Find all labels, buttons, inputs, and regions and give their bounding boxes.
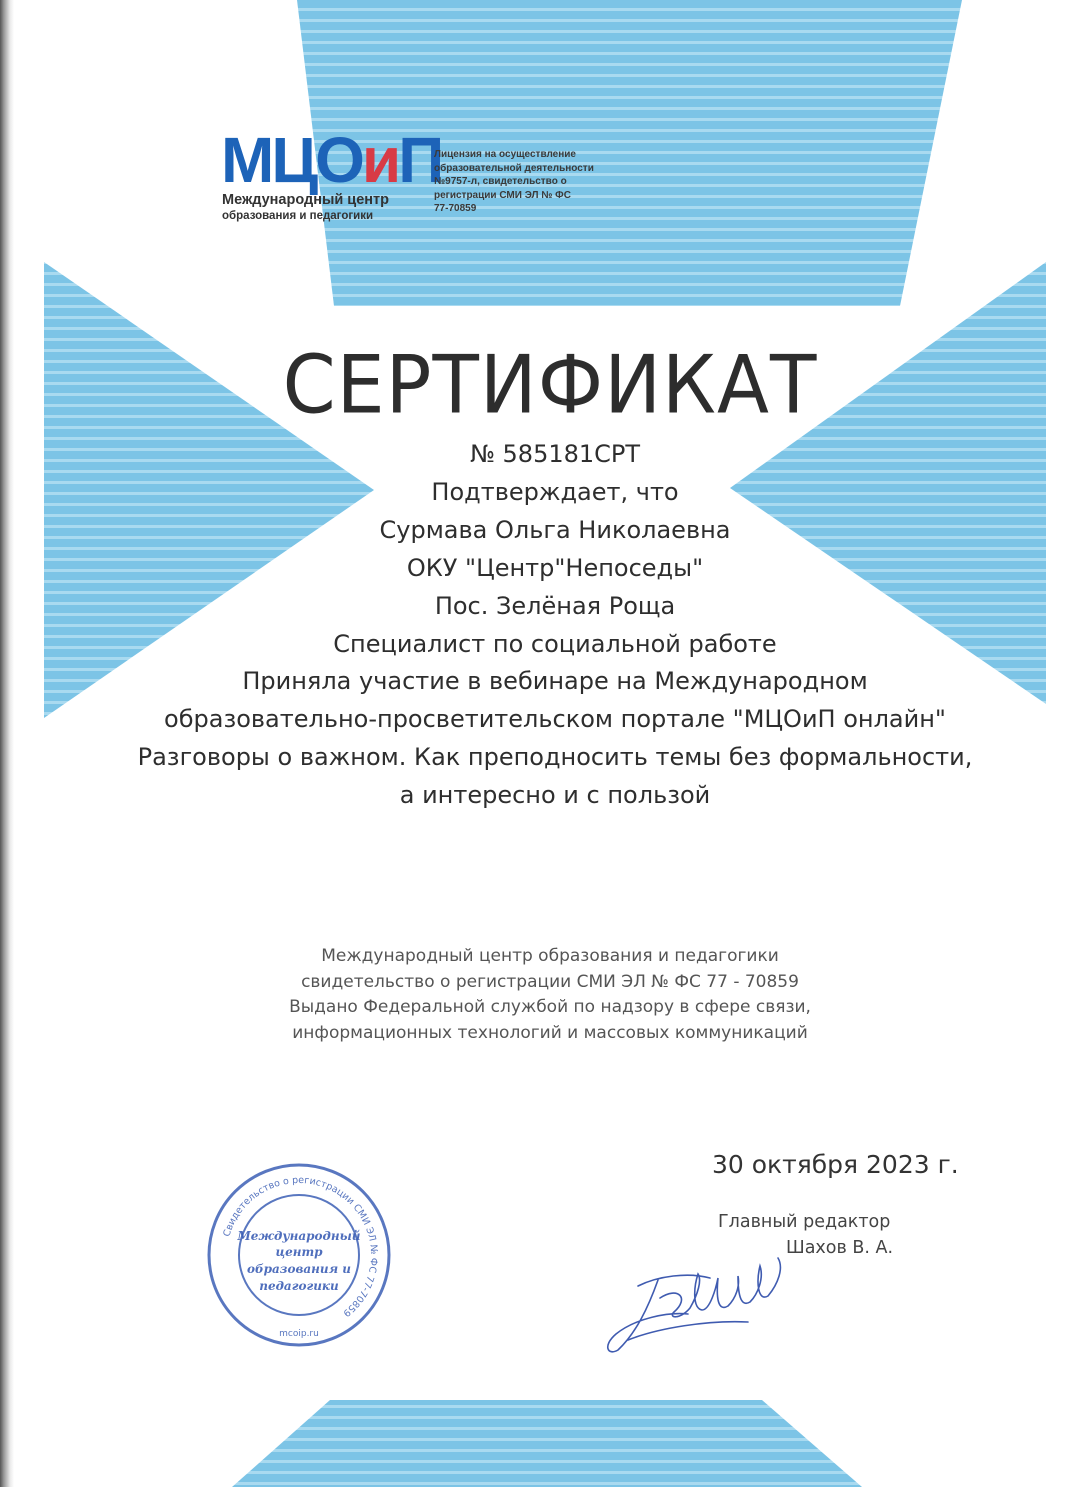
license-line: Лицензия на осуществление — [434, 149, 576, 160]
webinar-topic-line: а интересно и с пользой — [399, 781, 711, 810]
registration-line: свидетельство о регистрации СМИ ЭЛ № ФС 77 - 70859 — [301, 971, 799, 992]
editor-name: Шахов В. А. — [786, 1238, 894, 1258]
logo-subtitle-line1: Международный центр — [222, 192, 390, 208]
logo-wordmark — [221, 124, 442, 196]
locality: Пос. Зелёная Роща — [434, 591, 676, 620]
certificate-body — [30, 436, 1080, 815]
participation-line: Приняла участие в вебинаре на Международном — [242, 667, 868, 696]
stamp-center-line: центр — [275, 1245, 323, 1259]
stamp-center-line: образования и — [246, 1262, 352, 1276]
recipient-position: Специалист по социальной работе — [333, 629, 777, 658]
license-info — [434, 148, 634, 216]
participation-line: образовательно-просветительском портале "МЦОиП онлайн" — [164, 705, 946, 734]
certificate-number: № 585181СРТ — [469, 440, 641, 468]
logo-wordmark-part2: и — [361, 124, 399, 196]
stamp-center-line: Международный — [237, 1229, 361, 1243]
registration-info — [30, 944, 1070, 1046]
logo-wordmark-part3: П — [398, 124, 442, 196]
logo-wordmark-part1: МЦО — [221, 124, 362, 196]
registration-line: Международный центр образования и педагогики — [321, 946, 779, 966]
stamp-bottom-text: mcoip.ru — [279, 1329, 319, 1339]
registration-line: Выдано Федеральной службой по надзору в сфере связи, — [289, 997, 811, 1017]
certificate-title: СЕРТИФИКАТ — [282, 337, 818, 432]
issue-date: 30 октября 2023 г. — [712, 1150, 959, 1179]
license-line: 77-70859 — [434, 203, 477, 214]
confirms-text: Подтверждает, что — [431, 477, 679, 506]
organization-stamp — [204, 1160, 394, 1350]
logo-subtitle-line2: образования и педагогики — [222, 210, 374, 222]
registration-line: информационных технологий и массовых коммуникаций — [292, 1022, 808, 1043]
stamp-center-line: педагогики — [259, 1279, 339, 1293]
editor-role: Главный редактор — [718, 1212, 891, 1232]
organization-name: ОКУ "Центр"Непоседы" — [406, 553, 704, 582]
editor-signature — [598, 1228, 798, 1358]
license-line: №9757-л, свидетельство о — [434, 176, 567, 187]
license-line: регистрации СМИ ЭЛ № ФС — [434, 189, 571, 201]
bottom-trapezoid-shape — [232, 1400, 862, 1487]
stamp-ring-text: Свидетельство о регистрации СМИ ЭЛ № ФС 77-70859 — [221, 1174, 380, 1319]
license-line: образовательной деятельности — [434, 162, 594, 174]
recipient-name: Сурмава Ольга Николаевна — [379, 515, 731, 544]
mcoip-logo — [218, 124, 442, 228]
webinar-topic-line: Разговоры о важном. Как преподносить темы без формальности, — [137, 743, 973, 772]
